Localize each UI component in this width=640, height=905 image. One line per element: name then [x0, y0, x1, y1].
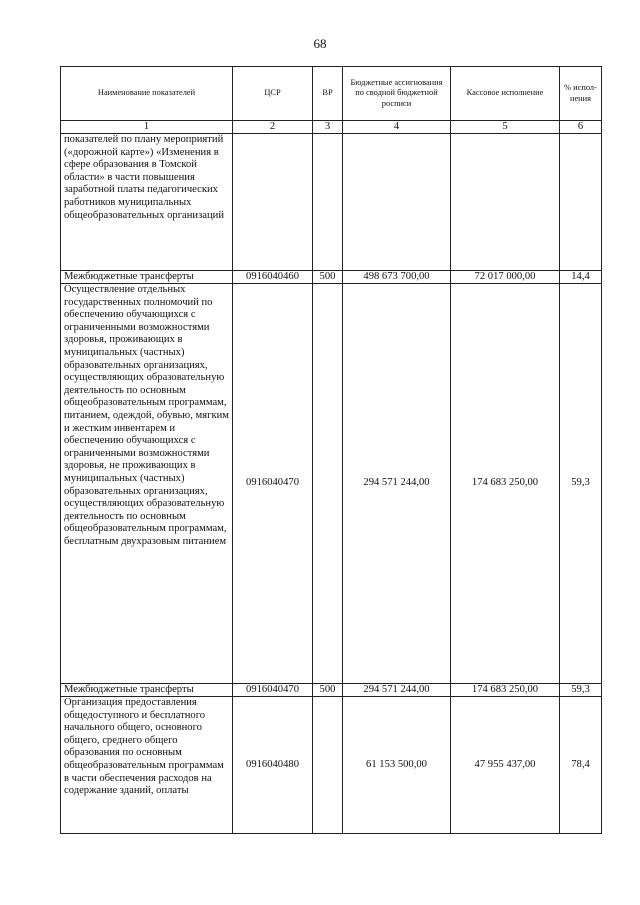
table-row	[61, 697, 602, 834]
row-percent: 59,3	[560, 284, 602, 684]
row-cash: 174 683 250,00	[451, 684, 560, 697]
row-indicator-name: показателей по плану мероприятий («дорожной карте») «Изменения в сфере образования в Томской области» в части повышения заработной платы педагогических работников муниципальных общеобразовательных организаций	[61, 134, 233, 271]
row-cash: 174 683 250,00	[451, 284, 560, 684]
row-indicator-name: Межбюджетные трансферты	[61, 684, 233, 697]
row-csr: 0916040470	[233, 284, 313, 684]
column-number: 5	[451, 121, 560, 134]
header-indicator-name: Наименование показателей	[61, 67, 233, 121]
row-percent: 78,4	[560, 697, 602, 834]
row-vr	[313, 284, 343, 684]
row-csr: 0916040460	[233, 271, 313, 284]
column-number: 1	[61, 121, 233, 134]
header-vr: ВР	[313, 67, 343, 121]
row-percent: 14,4	[560, 271, 602, 284]
header-cash-execution: Кассовое исполнение	[451, 67, 560, 121]
table-row	[61, 134, 602, 271]
row-indicator-name: Межбюджетные трансферты	[61, 271, 233, 284]
row-budget	[343, 134, 451, 271]
column-number: 3	[313, 121, 343, 134]
row-vr: 500	[313, 271, 343, 284]
row-budget: 294 571 244,00	[343, 284, 451, 684]
row-indicator-name: Организация предоставления общедоступного и бесплатного начального общего, основного общего, среднего общего образования по основным общеобразовательным программам в части обеспечения расходов на содержание зданий, оплаты	[61, 697, 233, 834]
row-indicator-name: Осуществление отдельных государственных полномочий по обеспечению обучающихся с ограниченными возможностями здоровья, проживающих в муниципальных (частных) образовательных организациях, осуществляющих образовательную деятельность по основным общеобразовательным программам, питанием, одеждой, обувью, мягким и жестким инвентарем и обеспечению обучающихся с ограниченными возможностями здоровья, не проживающих в муниципальных (частных) образовательных организациях, осуществляющих образовательную деятельность по основным общеобразовательным программам, бесплатным двухразовым питанием	[61, 284, 233, 684]
column-number: 4	[343, 121, 451, 134]
row-vr	[313, 134, 343, 271]
header-execution-percent: % испол-нения	[560, 67, 602, 121]
table-header-row	[61, 67, 602, 121]
row-csr: 0916040480	[233, 697, 313, 834]
row-csr	[233, 134, 313, 271]
row-budget: 294 571 244,00	[343, 684, 451, 697]
row-cash: 47 955 437,00	[451, 697, 560, 834]
column-number-row	[61, 121, 602, 134]
header-budget-allocations: Бюджетные ассигнования по сводной бюджетной росписи	[343, 67, 451, 121]
header-csr: ЦСР	[233, 67, 313, 121]
table-row	[61, 284, 602, 684]
row-percent: 59,3	[560, 684, 602, 697]
budget-execution-table	[60, 66, 602, 834]
row-vr	[313, 697, 343, 834]
table-row	[61, 684, 602, 697]
row-cash	[451, 134, 560, 271]
row-csr: 0916040470	[233, 684, 313, 697]
row-budget: 498 673 700,00	[343, 271, 451, 284]
column-number: 6	[560, 121, 602, 134]
row-budget: 61 153 500,00	[343, 697, 451, 834]
column-number: 2	[233, 121, 313, 134]
page-number: 68	[313, 36, 327, 51]
row-vr: 500	[313, 684, 343, 697]
row-cash: 72 017 000,00	[451, 271, 560, 284]
table-row	[61, 271, 602, 284]
row-percent	[560, 134, 602, 271]
